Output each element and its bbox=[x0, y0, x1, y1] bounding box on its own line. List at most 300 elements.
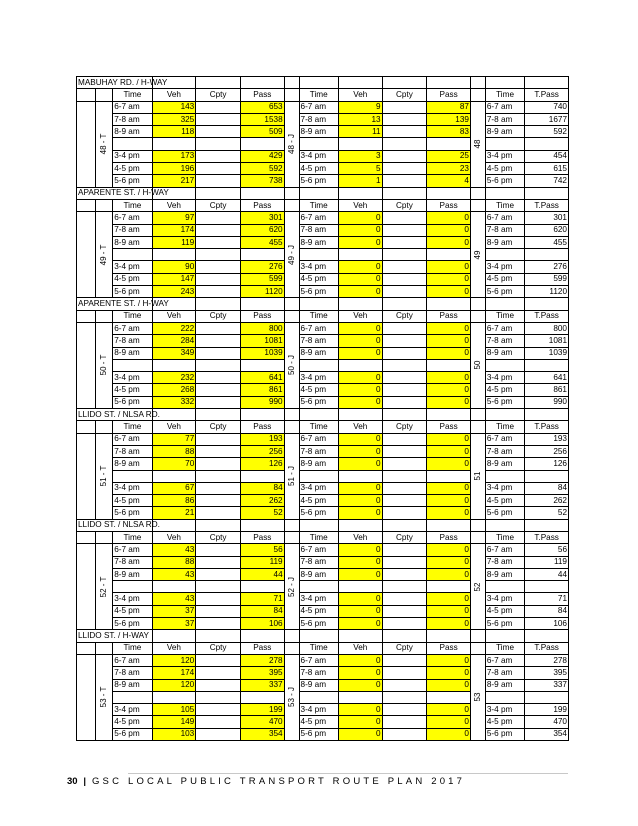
col-header-tpass: T.Pass bbox=[525, 531, 569, 543]
time-cell: 3-4 pm bbox=[113, 372, 152, 384]
station-label: 53 bbox=[472, 693, 482, 702]
empty-cell bbox=[525, 409, 569, 421]
column-header-row bbox=[77, 421, 569, 433]
time-cell: 3-4 pm bbox=[485, 150, 524, 162]
veh-cell: 0 bbox=[338, 273, 382, 285]
time-cell: 6-7 am bbox=[299, 212, 338, 224]
cpty-cell bbox=[196, 704, 241, 716]
time-cell: 6-7 am bbox=[299, 322, 338, 334]
time-cell: 4-5 pm bbox=[485, 384, 524, 396]
pass-cell bbox=[427, 581, 471, 593]
tpass-cell bbox=[525, 581, 569, 593]
direction-label-j-cell bbox=[284, 322, 299, 408]
veh-cell bbox=[338, 359, 382, 371]
tpass-cell: 454 bbox=[525, 150, 569, 162]
col-header-cpty: Cpty bbox=[382, 642, 427, 654]
cpty-cell bbox=[382, 507, 427, 519]
time-cell: 8-9 am bbox=[113, 347, 152, 359]
col-header-veh: Veh bbox=[152, 199, 196, 211]
empty-cell bbox=[284, 531, 299, 543]
time-cell: 6-7 am bbox=[113, 322, 152, 334]
col-header-tpass: T.Pass bbox=[525, 642, 569, 654]
veh-cell: 0 bbox=[338, 372, 382, 384]
col-header-time: Time bbox=[485, 89, 524, 101]
pass-cell: 395 bbox=[240, 667, 284, 679]
time-cell: 6-7 am bbox=[485, 544, 524, 556]
time-cell: 3-4 pm bbox=[113, 150, 152, 162]
veh-cell: 13 bbox=[338, 113, 382, 125]
cpty-cell bbox=[196, 261, 241, 273]
time-cell: 8-9 am bbox=[299, 236, 338, 248]
veh-cell bbox=[152, 691, 196, 703]
veh-cell: 5 bbox=[338, 163, 382, 175]
tpass-cell: 256 bbox=[525, 445, 569, 457]
time-cell: 3-4 pm bbox=[485, 593, 524, 605]
table-row bbox=[77, 396, 569, 408]
veh-cell: 37 bbox=[152, 618, 196, 630]
col-header-time: Time bbox=[113, 89, 152, 101]
time-cell: 5-6 pm bbox=[485, 286, 524, 298]
tpass-cell: 1081 bbox=[525, 335, 569, 347]
pass-cell bbox=[427, 249, 471, 261]
veh-cell: 196 bbox=[152, 163, 196, 175]
station-label-cell bbox=[470, 101, 485, 187]
direction-label-j: 49 - J bbox=[286, 244, 296, 265]
table-row bbox=[77, 347, 569, 359]
empty-cell bbox=[427, 77, 471, 89]
veh-cell: 243 bbox=[152, 286, 196, 298]
cpty-cell bbox=[196, 482, 241, 494]
time-cell: 6-7 am bbox=[113, 544, 152, 556]
time-cell: 5-6 pm bbox=[299, 286, 338, 298]
col-header-pass: Pass bbox=[240, 310, 284, 322]
time-cell: 6-7 am bbox=[485, 101, 524, 113]
veh-cell: 0 bbox=[338, 667, 382, 679]
section-title: APARENTE ST. / H-WAY bbox=[77, 298, 153, 310]
empty-cell bbox=[338, 77, 382, 89]
empty-cell bbox=[96, 531, 113, 543]
cpty-cell bbox=[382, 113, 427, 125]
veh-cell: 0 bbox=[338, 704, 382, 716]
empty-cell bbox=[485, 630, 524, 642]
tpass-cell: 126 bbox=[525, 458, 569, 470]
empty-cell bbox=[284, 199, 299, 211]
time-cell: 6-7 am bbox=[485, 212, 524, 224]
time-cell: 7-8 am bbox=[485, 556, 524, 568]
time-cell: 7-8 am bbox=[485, 224, 524, 236]
empty-cell bbox=[338, 187, 382, 199]
col-header-cpty: Cpty bbox=[196, 642, 241, 654]
col-header-veh: Veh bbox=[152, 89, 196, 101]
time-cell: 3-4 pm bbox=[485, 261, 524, 273]
cpty-cell bbox=[382, 163, 427, 175]
time-cell: 6-7 am bbox=[299, 654, 338, 666]
cpty-cell bbox=[382, 261, 427, 273]
pass-cell: 87 bbox=[427, 101, 471, 113]
empty-cell bbox=[427, 630, 471, 642]
col-header-time: Time bbox=[113, 531, 152, 543]
veh-cell: 21 bbox=[152, 507, 196, 519]
pass-cell: 0 bbox=[427, 593, 471, 605]
tpass-cell: 337 bbox=[525, 679, 569, 691]
time-cell: 7-8 am bbox=[485, 667, 524, 679]
table-row bbox=[77, 150, 569, 162]
cpty-cell bbox=[382, 445, 427, 457]
tpass-cell: 106 bbox=[525, 618, 569, 630]
time-cell bbox=[485, 470, 524, 482]
table-row bbox=[77, 101, 569, 113]
tpass-cell: 193 bbox=[525, 433, 569, 445]
pass-cell bbox=[427, 470, 471, 482]
tpass-cell bbox=[525, 138, 569, 150]
col-header-time: Time bbox=[299, 89, 338, 101]
veh-cell: 0 bbox=[338, 335, 382, 347]
col-header-pass: Pass bbox=[427, 89, 471, 101]
empty-cell bbox=[338, 298, 382, 310]
empty-cell bbox=[96, 421, 113, 433]
empty-cell bbox=[470, 630, 485, 642]
veh-cell bbox=[338, 691, 382, 703]
veh-cell: 11 bbox=[338, 126, 382, 138]
veh-cell bbox=[338, 470, 382, 482]
col-header-time: Time bbox=[485, 421, 524, 433]
time-cell: 7-8 am bbox=[485, 113, 524, 125]
table-row bbox=[77, 470, 569, 482]
tpass-cell: 56 bbox=[525, 544, 569, 556]
veh-cell: 97 bbox=[152, 212, 196, 224]
empty-cell bbox=[470, 199, 485, 211]
direction-label-t-cell bbox=[96, 101, 113, 187]
empty-cell bbox=[77, 322, 96, 408]
tpass-cell: 52 bbox=[525, 507, 569, 519]
col-header-cpty: Cpty bbox=[196, 531, 241, 543]
section-title-row bbox=[77, 630, 569, 642]
time-cell: 6-7 am bbox=[113, 101, 152, 113]
section-title: LLIDO ST. / NLSA RD. bbox=[77, 409, 153, 421]
time-cell: 5-6 pm bbox=[485, 728, 524, 740]
empty-cell bbox=[470, 89, 485, 101]
tpass-cell: 470 bbox=[525, 716, 569, 728]
cpty-cell bbox=[196, 150, 241, 162]
pass-cell: 301 bbox=[240, 212, 284, 224]
time-cell bbox=[485, 581, 524, 593]
time-cell: 4-5 pm bbox=[299, 605, 338, 617]
time-cell: 6-7 am bbox=[113, 433, 152, 445]
direction-label-j-cell bbox=[284, 101, 299, 187]
time-cell: 4-5 pm bbox=[113, 605, 152, 617]
traffic-count-table bbox=[76, 76, 569, 741]
col-header-veh: Veh bbox=[152, 642, 196, 654]
veh-cell: 118 bbox=[152, 126, 196, 138]
time-cell: 8-9 am bbox=[299, 458, 338, 470]
tpass-cell bbox=[525, 470, 569, 482]
tpass-cell: 1039 bbox=[525, 347, 569, 359]
pass-cell bbox=[240, 359, 284, 371]
page-number: 30 bbox=[67, 776, 78, 787]
direction-label-j-cell bbox=[284, 654, 299, 740]
pass-cell: 455 bbox=[240, 236, 284, 248]
veh-cell: 43 bbox=[152, 544, 196, 556]
pass-cell: 599 bbox=[240, 273, 284, 285]
cpty-cell bbox=[382, 556, 427, 568]
time-cell: 5-6 pm bbox=[485, 175, 524, 187]
tpass-cell: 592 bbox=[525, 126, 569, 138]
pass-cell: 0 bbox=[427, 507, 471, 519]
time-cell: 7-8 am bbox=[299, 445, 338, 457]
table-row bbox=[77, 458, 569, 470]
cpty-cell bbox=[196, 236, 241, 248]
section-title-row bbox=[77, 298, 569, 310]
veh-cell: 3 bbox=[338, 150, 382, 162]
veh-cell: 0 bbox=[338, 556, 382, 568]
time-cell: 3-4 pm bbox=[299, 150, 338, 162]
empty-cell bbox=[470, 519, 485, 531]
pass-cell bbox=[240, 581, 284, 593]
time-cell: 8-9 am bbox=[485, 236, 524, 248]
cpty-cell bbox=[196, 507, 241, 519]
veh-cell: 0 bbox=[338, 495, 382, 507]
table-row bbox=[77, 581, 569, 593]
cpty-cell bbox=[382, 212, 427, 224]
cpty-cell bbox=[196, 470, 241, 482]
veh-cell: 174 bbox=[152, 667, 196, 679]
time-cell bbox=[299, 138, 338, 150]
empty-cell bbox=[299, 77, 338, 89]
col-header-pass: Pass bbox=[240, 89, 284, 101]
table-row bbox=[77, 175, 569, 187]
cpty-cell bbox=[196, 556, 241, 568]
pass-cell: 4 bbox=[427, 175, 471, 187]
cpty-cell bbox=[382, 224, 427, 236]
time-cell: 7-8 am bbox=[485, 335, 524, 347]
veh-cell: 0 bbox=[338, 236, 382, 248]
time-cell: 6-7 am bbox=[299, 433, 338, 445]
veh-cell bbox=[152, 470, 196, 482]
table-row bbox=[77, 618, 569, 630]
page-footer bbox=[67, 776, 465, 787]
col-header-veh: Veh bbox=[338, 531, 382, 543]
table-row bbox=[77, 679, 569, 691]
station-label-cell bbox=[470, 544, 485, 630]
cpty-cell bbox=[196, 359, 241, 371]
time-cell: 5-6 pm bbox=[113, 618, 152, 630]
time-cell: 4-5 pm bbox=[299, 495, 338, 507]
station-label: 49 bbox=[472, 250, 482, 260]
veh-cell: 43 bbox=[152, 593, 196, 605]
col-header-cpty: Cpty bbox=[382, 421, 427, 433]
column-header-row bbox=[77, 199, 569, 211]
cpty-cell bbox=[382, 236, 427, 248]
veh-cell: 43 bbox=[152, 568, 196, 580]
cpty-cell bbox=[382, 249, 427, 261]
veh-cell: 284 bbox=[152, 335, 196, 347]
time-cell: 3-4 pm bbox=[113, 261, 152, 273]
veh-cell: 88 bbox=[152, 445, 196, 457]
table-row bbox=[77, 704, 569, 716]
empty-cell bbox=[196, 298, 241, 310]
pass-cell: 0 bbox=[427, 261, 471, 273]
veh-cell: 147 bbox=[152, 273, 196, 285]
pass-cell: 0 bbox=[427, 495, 471, 507]
tpass-cell: 71 bbox=[525, 593, 569, 605]
pass-cell: 193 bbox=[240, 433, 284, 445]
pass-cell: 0 bbox=[427, 679, 471, 691]
veh-cell: 332 bbox=[152, 396, 196, 408]
pass-cell: 1120 bbox=[240, 286, 284, 298]
cpty-cell bbox=[382, 470, 427, 482]
cpty-cell bbox=[382, 286, 427, 298]
cpty-cell bbox=[196, 286, 241, 298]
cpty-cell bbox=[382, 728, 427, 740]
time-cell: 5-6 pm bbox=[113, 396, 152, 408]
empty-cell bbox=[240, 409, 284, 421]
time-cell bbox=[299, 249, 338, 261]
veh-cell: 120 bbox=[152, 654, 196, 666]
veh-cell: 0 bbox=[338, 593, 382, 605]
time-cell: 3-4 pm bbox=[113, 482, 152, 494]
pass-cell: 83 bbox=[427, 126, 471, 138]
time-cell: 3-4 pm bbox=[113, 593, 152, 605]
empty-cell bbox=[77, 101, 96, 187]
time-cell: 5-6 pm bbox=[113, 728, 152, 740]
time-cell: 4-5 pm bbox=[299, 273, 338, 285]
time-cell bbox=[485, 359, 524, 371]
time-cell bbox=[113, 359, 152, 371]
pass-cell: 276 bbox=[240, 261, 284, 273]
table-row bbox=[77, 261, 569, 273]
col-header-pass: Pass bbox=[427, 310, 471, 322]
time-cell: 5-6 pm bbox=[485, 507, 524, 519]
tpass-cell: 44 bbox=[525, 568, 569, 580]
pass-cell: 0 bbox=[427, 322, 471, 334]
cpty-cell bbox=[382, 101, 427, 113]
empty-cell bbox=[284, 421, 299, 433]
pass-cell: 1081 bbox=[240, 335, 284, 347]
cpty-cell bbox=[196, 335, 241, 347]
table-row bbox=[77, 728, 569, 740]
cpty-cell bbox=[196, 605, 241, 617]
time-cell: 4-5 pm bbox=[299, 384, 338, 396]
pass-cell: 620 bbox=[240, 224, 284, 236]
section-title: LLIDO ST. / NLSA RD. bbox=[77, 519, 153, 531]
time-cell bbox=[113, 581, 152, 593]
empty-cell bbox=[382, 409, 427, 421]
pass-cell bbox=[240, 249, 284, 261]
time-cell: 7-8 am bbox=[113, 224, 152, 236]
time-cell: 3-4 pm bbox=[113, 704, 152, 716]
veh-cell: 0 bbox=[338, 482, 382, 494]
section-title: APARENTE ST. / H-WAY bbox=[77, 187, 153, 199]
pass-cell: 0 bbox=[427, 544, 471, 556]
col-header-pass: Pass bbox=[240, 421, 284, 433]
cpty-cell bbox=[196, 581, 241, 593]
empty-cell bbox=[284, 642, 299, 654]
direction-label-t: 49 - T bbox=[99, 244, 109, 266]
table-row bbox=[77, 236, 569, 248]
col-header-pass: Pass bbox=[427, 642, 471, 654]
empty-cell bbox=[485, 409, 524, 421]
direction-label-t: 48 - T bbox=[99, 133, 109, 155]
direction-label-t: 53 - T bbox=[99, 687, 109, 708]
col-header-cpty: Cpty bbox=[196, 199, 241, 211]
time-cell: 3-4 pm bbox=[299, 261, 338, 273]
col-header-veh: Veh bbox=[152, 531, 196, 543]
time-cell: 3-4 pm bbox=[485, 482, 524, 494]
cpty-cell bbox=[196, 322, 241, 334]
time-cell: 8-9 am bbox=[113, 236, 152, 248]
time-cell: 4-5 pm bbox=[485, 605, 524, 617]
empty-cell bbox=[77, 199, 96, 211]
section-title-row bbox=[77, 77, 569, 89]
col-header-time: Time bbox=[485, 199, 524, 211]
cpty-cell bbox=[196, 372, 241, 384]
cpty-cell bbox=[196, 728, 241, 740]
empty-cell bbox=[152, 630, 196, 642]
time-cell: 8-9 am bbox=[299, 679, 338, 691]
time-cell: 5-6 pm bbox=[113, 286, 152, 298]
veh-cell: 88 bbox=[152, 556, 196, 568]
station-label-cell bbox=[470, 654, 485, 740]
tpass-cell: 455 bbox=[525, 236, 569, 248]
cpty-cell bbox=[382, 150, 427, 162]
time-cell: 6-7 am bbox=[113, 212, 152, 224]
pass-cell: 278 bbox=[240, 654, 284, 666]
time-cell: 7-8 am bbox=[299, 113, 338, 125]
time-cell: 4-5 pm bbox=[113, 273, 152, 285]
pass-cell bbox=[427, 691, 471, 703]
empty-cell bbox=[485, 298, 524, 310]
col-header-time: Time bbox=[113, 421, 152, 433]
cpty-cell bbox=[196, 384, 241, 396]
empty-cell bbox=[77, 642, 96, 654]
time-cell: 8-9 am bbox=[485, 458, 524, 470]
col-header-time: Time bbox=[113, 310, 152, 322]
col-header-time: Time bbox=[299, 531, 338, 543]
empty-cell bbox=[77, 654, 96, 740]
col-header-veh: Veh bbox=[338, 89, 382, 101]
time-cell bbox=[299, 470, 338, 482]
pass-cell: 470 bbox=[240, 716, 284, 728]
empty-cell bbox=[284, 187, 299, 199]
cpty-cell bbox=[196, 113, 241, 125]
station-label: 52 bbox=[472, 582, 482, 592]
veh-cell: 149 bbox=[152, 716, 196, 728]
veh-cell: 268 bbox=[152, 384, 196, 396]
cpty-cell bbox=[382, 667, 427, 679]
empty-cell bbox=[338, 409, 382, 421]
station-label-cell bbox=[470, 322, 485, 408]
empty-cell bbox=[382, 187, 427, 199]
time-cell: 4-5 pm bbox=[113, 163, 152, 175]
cpty-cell bbox=[382, 679, 427, 691]
time-cell: 4-5 pm bbox=[113, 495, 152, 507]
empty-cell bbox=[299, 187, 338, 199]
tpass-cell bbox=[525, 691, 569, 703]
station-label-cell bbox=[470, 433, 485, 519]
table-body bbox=[77, 77, 569, 741]
veh-cell: 173 bbox=[152, 150, 196, 162]
cpty-cell bbox=[382, 458, 427, 470]
col-header-veh: Veh bbox=[152, 310, 196, 322]
table-row bbox=[77, 138, 569, 150]
empty-cell bbox=[77, 89, 96, 101]
time-cell: 5-6 pm bbox=[299, 507, 338, 519]
col-header-cpty: Cpty bbox=[196, 421, 241, 433]
table-row bbox=[77, 163, 569, 175]
empty-cell bbox=[470, 531, 485, 543]
empty-cell bbox=[470, 77, 485, 89]
tpass-cell: 1120 bbox=[525, 286, 569, 298]
